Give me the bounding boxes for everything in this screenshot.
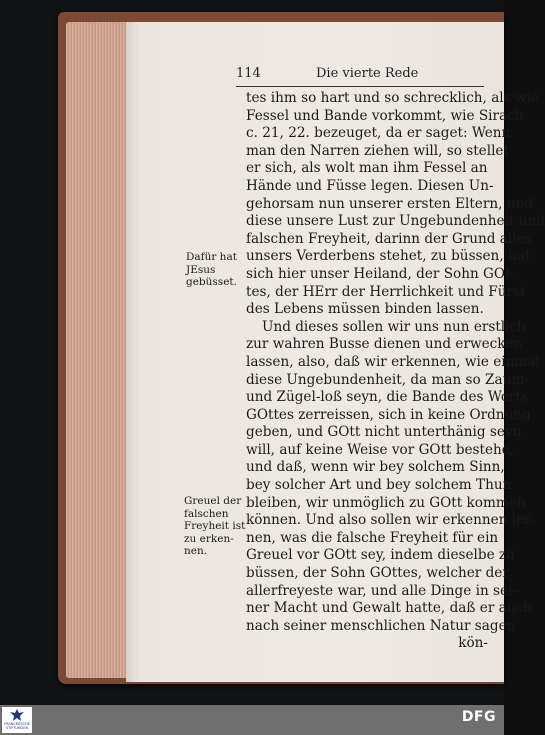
marginal-note-2: [184, 495, 246, 558]
page-edges: [66, 22, 132, 678]
running-head: [0, 66, 504, 86]
text-line: allerfreyeste war, und alle Dinge in sei-: [246, 582, 517, 599]
text-line: tes ihm so hart und so schrecklich, als wie: [246, 90, 539, 106]
eagle-icon: [2, 707, 32, 723]
running-title: Die vierte Rede: [316, 66, 419, 81]
text-line: tes, der HErr der Herrlichkeit und Fürst: [246, 283, 526, 300]
text-line: und Zügel-loß seyn, die Bande des Worts: [246, 389, 528, 406]
text-line: er sich, als wolt man ihm Fessel an: [246, 160, 488, 177]
marginal-note-line: gebüsset.: [186, 276, 237, 288]
text-line: zur wahren Busse dienen und erwecken: [246, 336, 523, 353]
text-line: Hände und Füsse legen. Diesen Un-: [246, 177, 494, 194]
text-line: ner Macht und Gewalt hatte, daß er auch: [246, 600, 532, 617]
text-line: Und dieses sollen wir uns nun erstlich: [262, 318, 526, 335]
text-line: Greuel vor GOtt sey, indem dieselbe zu: [246, 547, 515, 564]
text-line: sich hier unser Heiland, der Sohn GOt-: [246, 265, 516, 282]
marginal-note-line: nen.: [184, 545, 208, 557]
text-line: und daß, wenn wir bey solchem Sinn,: [246, 459, 505, 476]
text-line: Fessel und Bande vorkommt, wie Sirach: [246, 107, 524, 124]
marginal-note-line: Greuel der: [184, 495, 242, 507]
text-line: geben, und GOtt nicht unterthänig seyn: [246, 424, 522, 441]
viewer-footer-bar: [0, 705, 504, 735]
text-line: bey solcher Art und bey solchem Thun: [246, 477, 512, 494]
marginal-note-line: Freyheit ist: [184, 520, 246, 532]
marginal-note-line: zu erken-: [184, 532, 234, 545]
marginal-note-line: Dafür hat: [186, 251, 237, 263]
text-line: des Lebens müssen binden lassen.: [246, 301, 484, 318]
text-line: diese Ungebundenheit, da man so Zaum-: [246, 371, 529, 388]
text-line: büssen, der Sohn GOttes, welcher der: [246, 565, 509, 582]
marginal-note-line: falschen: [184, 507, 229, 520]
header-rule: [236, 86, 484, 87]
body-text: [246, 90, 545, 653]
institution-logo[interactable]: [2, 707, 32, 733]
text-line: lassen, also, daß wir erkennen, wie einmal: [246, 353, 540, 370]
text-line: c. 21, 22. bezeuget, da er saget: Wenn: [246, 125, 511, 142]
text-line: unsers Verderbens stehet, zu büssen, hat: [246, 248, 531, 265]
text-line: nach seiner menschlichen Natur sagen: [246, 617, 516, 634]
text-line: bleiben, wir unmöglich zu GOtt kommen: [246, 494, 526, 511]
dfg-logo[interactable]: DFG: [461, 709, 496, 725]
catchword: kön-: [458, 635, 488, 652]
text-line: will, auf keine Weise vor GOtt bestehe,: [246, 441, 515, 458]
text-line: diese unsere Lust zur Ungebundenheit und: [246, 213, 545, 230]
text-line: man den Narren ziehen will, so stellet: [246, 142, 509, 159]
text-line: gehorsam nun unserer ersten Eltern, und: [246, 195, 533, 212]
text-line: GOttes zerreissen, sich in keine Ordnung: [246, 406, 531, 423]
marginal-note-line: JEsus: [186, 263, 216, 276]
text-line: können. Und also sollen wir erkennen ler-: [246, 512, 536, 529]
text-line: nen, was die falsche Freyheit für ein: [246, 529, 499, 546]
text-line: falschen Freyheit, darinn der Grund alles: [246, 230, 532, 247]
page-number: 114: [236, 66, 261, 81]
logo-text: FRANCKESCHE STIFTUNGEN: [4, 722, 30, 730]
marginal-note-1: [186, 251, 246, 289]
